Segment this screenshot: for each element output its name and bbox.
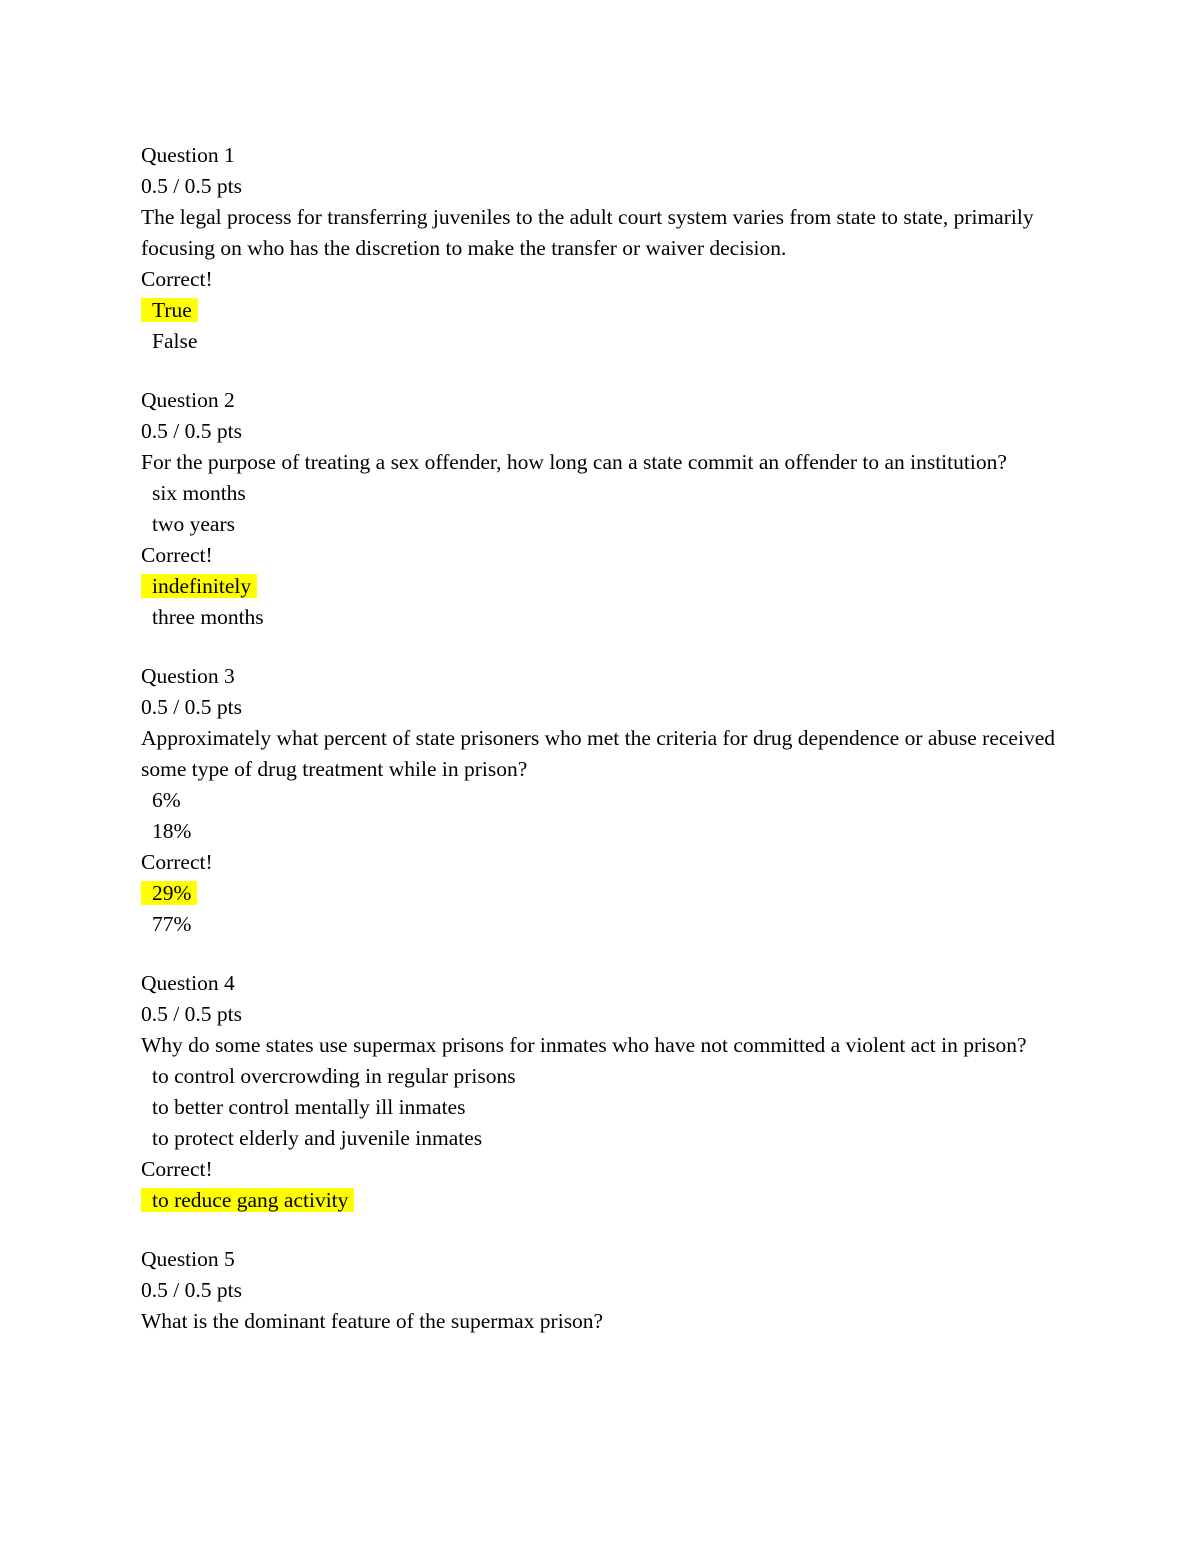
- question-block: [141, 140, 1081, 357]
- answer-option-correct: [141, 295, 1081, 326]
- answer-text: two years: [152, 512, 235, 536]
- answer-text: three months: [152, 605, 264, 629]
- question-text: For the purpose of treating a sex offender, how long can a state commit an offender to an institution?: [141, 450, 1007, 474]
- correct-label: Correct!: [141, 543, 213, 567]
- answer-text: indefinitely: [141, 574, 257, 598]
- answer-option: [141, 1092, 1081, 1123]
- question-points: 0.5 / 0.5 pts: [141, 1002, 242, 1026]
- correct-label: Correct!: [141, 267, 213, 291]
- answer-text: to control overcrowding in regular prisons: [152, 1064, 516, 1088]
- answer-option: [141, 509, 1081, 540]
- correct-label: Correct!: [141, 850, 213, 874]
- question-block: [141, 661, 1081, 940]
- question-title: Question 2: [141, 388, 235, 412]
- question-block: [141, 968, 1081, 1216]
- answer-text: True: [141, 298, 198, 322]
- answer-text: to better control mentally ill inmates: [152, 1095, 466, 1119]
- answer-text: 18%: [152, 819, 192, 843]
- answer-text: False: [152, 329, 198, 353]
- question-block: [141, 385, 1081, 633]
- answer-option: [141, 785, 1081, 816]
- answer-option: [141, 478, 1081, 509]
- question-points: 0.5 / 0.5 pts: [141, 174, 242, 198]
- answer-option: [141, 909, 1081, 940]
- question-points: 0.5 / 0.5 pts: [141, 695, 242, 719]
- question-block: [141, 1244, 1081, 1337]
- answer-text: 29%: [141, 881, 197, 905]
- answer-text: 6%: [152, 788, 181, 812]
- question-text: What is the dominant feature of the supermax prison?: [141, 1309, 604, 1333]
- answer-option-correct: [141, 1185, 1081, 1216]
- answer-text: 77%: [152, 912, 192, 936]
- question-text: Approximately what percent of state prisoners who met the criteria for drug dependence or abuse received some type of drug treatment while in prison?: [141, 726, 1055, 781]
- correct-label: Correct!: [141, 1157, 213, 1181]
- question-title: Question 3: [141, 664, 235, 688]
- answer-text: to reduce gang activity: [141, 1188, 354, 1212]
- question-title: Question 4: [141, 971, 235, 995]
- answer-option-correct: [141, 571, 1081, 602]
- question-points: 0.5 / 0.5 pts: [141, 1278, 242, 1302]
- question-title: Question 5: [141, 1247, 235, 1271]
- question-title: Question 1: [141, 143, 235, 167]
- answer-text: six months: [152, 481, 246, 505]
- answer-option: [141, 1123, 1081, 1154]
- answer-option: [141, 326, 1081, 357]
- answer-text: to protect elderly and juvenile inmates: [152, 1126, 483, 1150]
- question-text: The legal process for transferring juveniles to the adult court system varies from state to state, primarily focusing on who has the discretion to make the transfer or waiver decision.: [141, 205, 1034, 260]
- answer-option: [141, 602, 1081, 633]
- answer-option-correct: [141, 878, 1081, 909]
- answer-option: [141, 816, 1081, 847]
- document-page: [141, 140, 1081, 1365]
- question-text: Why do some states use supermax prisons for inmates who have not committed a violent act in prison?: [141, 1033, 1027, 1057]
- question-points: 0.5 / 0.5 pts: [141, 419, 242, 443]
- answer-option: [141, 1061, 1081, 1092]
